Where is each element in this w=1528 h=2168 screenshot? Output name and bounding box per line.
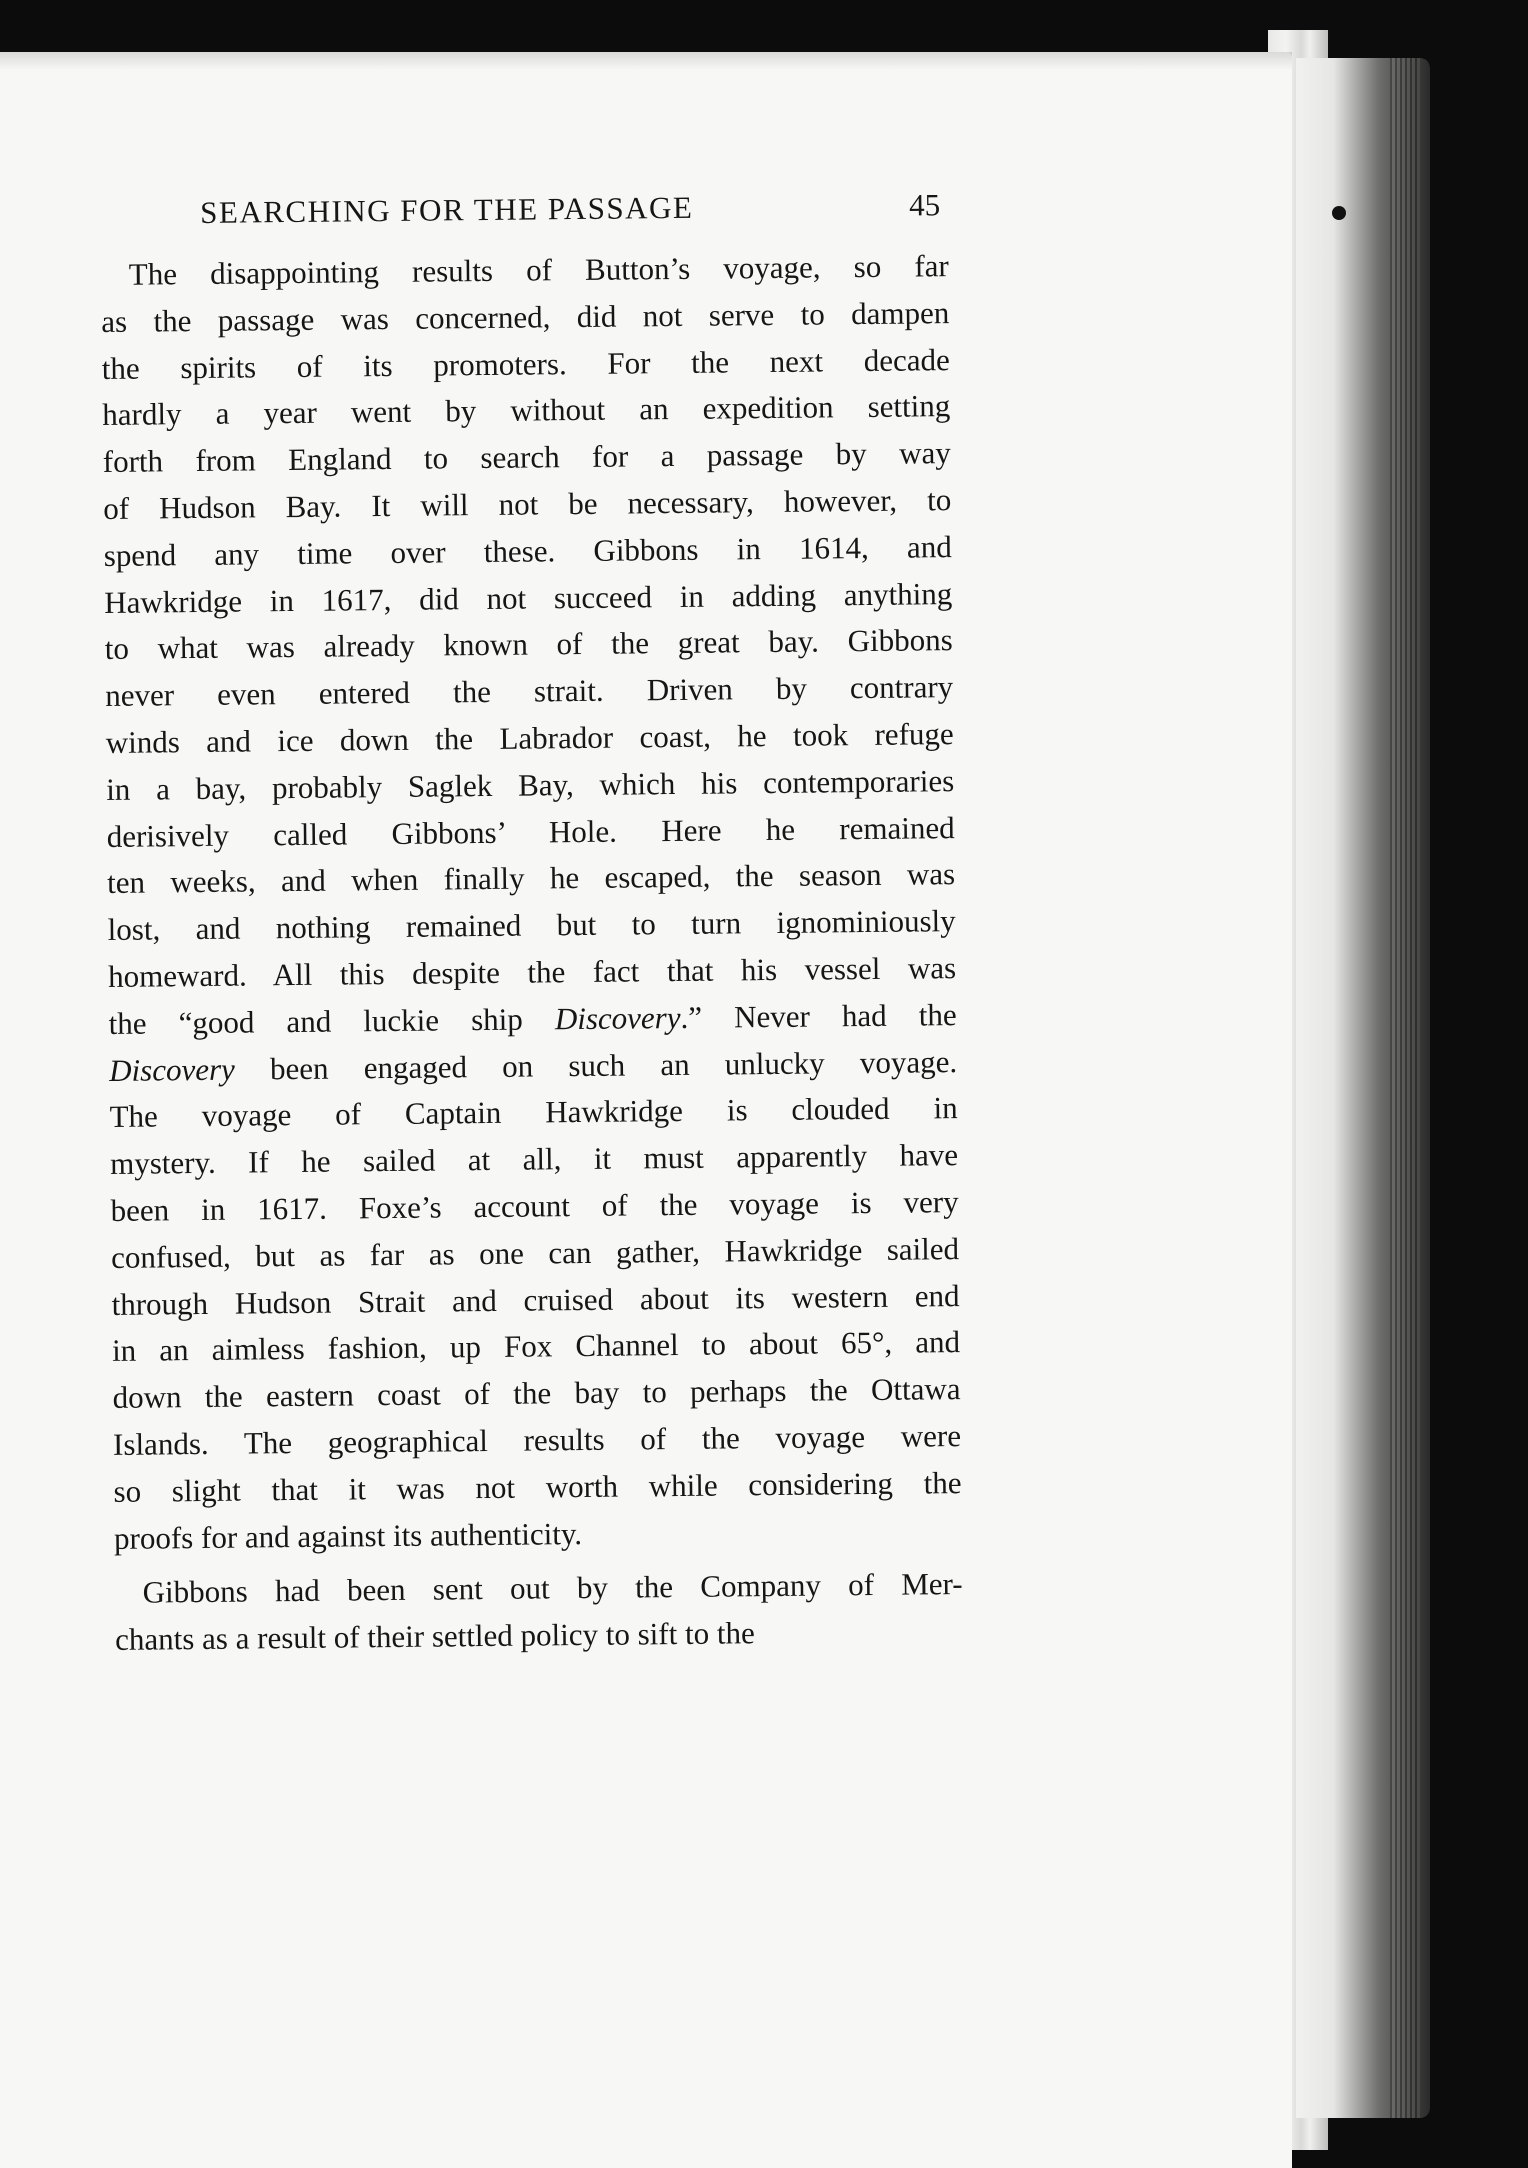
text-line: hardly a year went by without an expedition setting (102, 388, 951, 433)
text-line: Islands. The geographical results of the voyage were (112, 1417, 962, 1462)
text-line: never even entered the strait. Driven by contrary (105, 669, 954, 714)
text-line: spend any time over these. Gibbons in 1614, and (103, 528, 952, 573)
text-line: through Hudson Strait and cruised about its western end (111, 1277, 960, 1322)
paragraph (101, 243, 963, 1562)
text-line: of Hudson Bay. It will not be necessary, however, to (103, 482, 952, 526)
text-line: mystery. If he sailed at all, it must apparently have (109, 1137, 959, 1182)
text-line: confused, but as far as one can gather, Hawkridge sailed (110, 1230, 960, 1275)
text-line: the spirits of its promoters. For the next decade (101, 341, 950, 386)
text-line: forth from England to search for a passage by way (102, 435, 951, 480)
text-line: been in 1617. Foxe’s account of the voyage is very (110, 1184, 959, 1228)
text-line: The disappointing results of Button’s voyage, so far (128, 248, 949, 292)
page-number: 45 (908, 187, 941, 223)
text-line: lost, and nothing remained but to turn ignominiously (107, 903, 956, 948)
text-line: proofs for and against its authenticity. (113, 1515, 583, 1556)
text-line: as the passage was concerned, did not serve to dampen (101, 294, 950, 339)
text-line: winds and ice down the Labrador coast, he took refuge (105, 716, 954, 760)
text-line: Hawkridge in 1617, did not succeed in adding anything (104, 575, 953, 620)
text-line: the “good and luckie ship Discovery.” Never had the (108, 996, 957, 1041)
book-fore-edge (1296, 58, 1430, 2118)
text-line: derisively called Gibbons’ Hole. Here he remained (106, 809, 955, 854)
dust-speck (1332, 206, 1346, 220)
text-line: Gibbons had been sent out by the Company of Mer- (142, 1566, 963, 1610)
text-line: Discovery been engaged on such an unlucky voyage. (108, 1043, 958, 1088)
text-line: chants as a result of their settled policy to sift to the (114, 1615, 755, 1658)
text-line: down the eastern coast of the bay to perhaps the Ottawa (112, 1371, 961, 1416)
running-title: SEARCHING FOR THE PASSAGE (199, 189, 694, 230)
text-line: ten weeks, and when finally he escaped, the season was (107, 856, 956, 901)
paragraph (114, 1561, 963, 1663)
text-line: The voyage of Captain Hawkridge is clouded in (109, 1090, 958, 1135)
page-content (100, 187, 963, 1664)
body-text (101, 243, 964, 1664)
text-line: in a bay, probably Saglek Bay, which his contemporaries (106, 762, 955, 807)
text-line: in an aimless fashion, up Fox Channel to about 65°, and (111, 1324, 961, 1369)
text-line: to what was already known of the great bay. Gibbons (104, 622, 953, 667)
text-line: so slight that it was not worth while considering the (113, 1464, 962, 1509)
text-line: homeward. All this despite the fact that his vessel was (107, 950, 957, 994)
running-header (100, 187, 948, 232)
page-shadow (0, 52, 1292, 70)
